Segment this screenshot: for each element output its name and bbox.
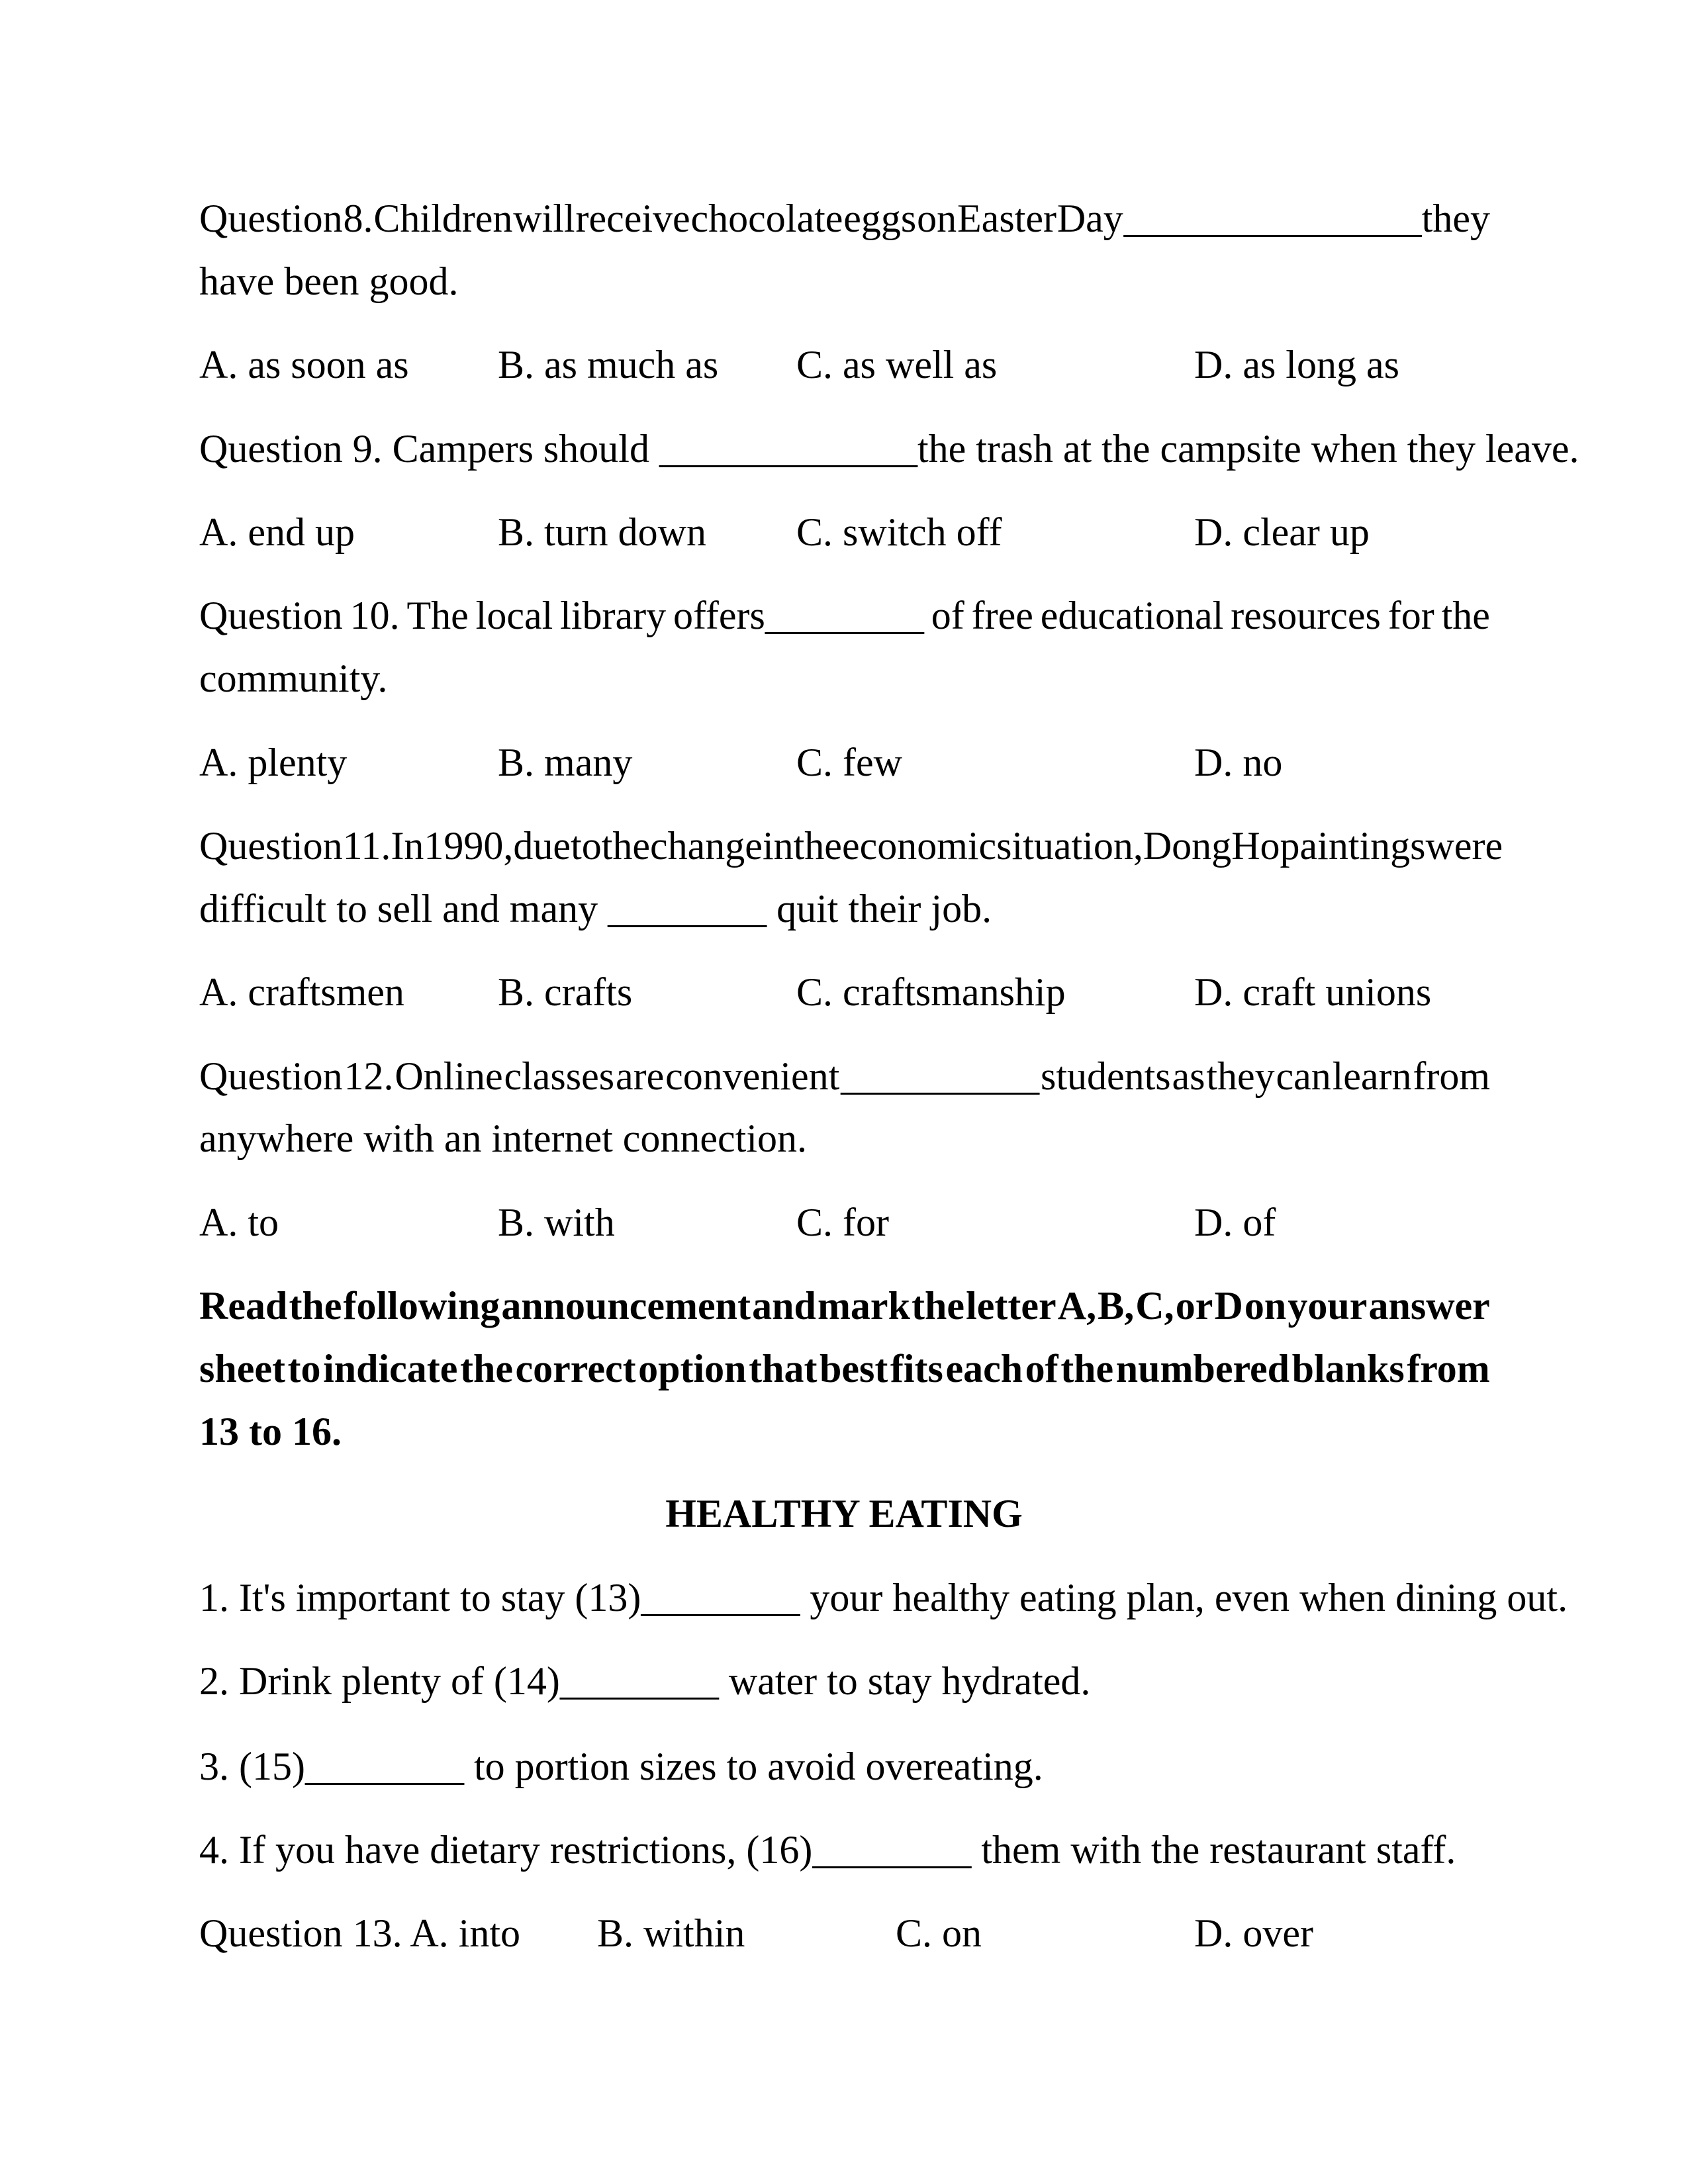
option-c[interactable]: C. for — [796, 1201, 889, 1244]
question-12-text-cont: anywhere with an internet connection. — [199, 1116, 807, 1160]
word: were — [1425, 824, 1503, 868]
word: 1990, — [424, 824, 514, 868]
word: A, — [1057, 1284, 1097, 1328]
word: The — [406, 594, 469, 637]
word: the — [912, 1284, 965, 1328]
question-10-text — [199, 596, 1490, 635]
word: Question — [199, 197, 343, 240]
word: receive — [575, 197, 690, 240]
option-c[interactable]: C. on — [896, 1911, 982, 1955]
option-d[interactable]: D. over — [1194, 1911, 1313, 1955]
word: Question — [199, 824, 343, 868]
word: correct — [515, 1347, 636, 1390]
option-b[interactable]: B. turn down — [498, 510, 706, 554]
option-c[interactable]: C. few — [796, 741, 902, 784]
word: offers________ — [673, 594, 924, 637]
word: _______________they — [1123, 197, 1490, 240]
option-a[interactable]: A. plenty — [199, 741, 348, 784]
option-d[interactable]: D. as long as — [1194, 343, 1399, 387]
word: Easter — [957, 197, 1056, 240]
word: 11. — [342, 824, 391, 868]
word: of — [1025, 1347, 1058, 1390]
option-d[interactable]: D. no — [1194, 741, 1283, 784]
word: letter — [966, 1284, 1056, 1328]
word: Online — [395, 1054, 503, 1098]
word: that — [749, 1347, 818, 1390]
word: resources — [1231, 594, 1381, 637]
word: are — [615, 1054, 665, 1098]
word: Question — [199, 594, 343, 637]
word: situation, — [996, 824, 1143, 868]
word: change — [650, 824, 763, 868]
instruction-line-3: 13 to 16. — [199, 1410, 342, 1453]
word: the — [1441, 594, 1490, 637]
word: B, — [1098, 1284, 1135, 1328]
word: answer — [1368, 1284, 1490, 1328]
word: from — [1407, 1347, 1490, 1390]
word: best — [820, 1347, 888, 1390]
word: chocolate — [690, 197, 843, 240]
word: learn — [1332, 1054, 1412, 1098]
announcement-item-3: 3. (15)________ to portion sizes to avoid overeating. — [199, 1745, 1043, 1788]
word: 8. — [343, 197, 373, 240]
option-a[interactable]: A. craftsmen — [199, 970, 404, 1014]
word: from — [1413, 1054, 1490, 1098]
option-c[interactable]: C. craftsmanship — [796, 970, 1066, 1014]
word: Ho — [1231, 824, 1280, 868]
word: the — [1060, 1347, 1114, 1390]
word: to — [287, 1347, 321, 1390]
announcement-item-4: 4. If you have dietary restrictions, (16)________ them with the restaurant staff. — [199, 1828, 1456, 1872]
question-13-option-a[interactable]: Question 13. A. into — [199, 1911, 521, 1955]
word: of — [931, 594, 964, 637]
word: local — [475, 594, 553, 637]
word: numbered — [1115, 1347, 1290, 1390]
question-12-text — [199, 1056, 1490, 1096]
instruction-line-1 — [199, 1286, 1490, 1326]
option-b[interactable]: B. crafts — [498, 970, 633, 1014]
word: can — [1276, 1054, 1331, 1098]
word: paintings — [1280, 824, 1426, 868]
option-b[interactable]: B. as much as — [498, 343, 719, 387]
word: will — [513, 197, 575, 240]
word: for — [1387, 594, 1434, 637]
word: Dong — [1143, 824, 1232, 868]
word: 12. — [344, 1054, 394, 1098]
word: students — [1040, 1054, 1171, 1098]
word: Day — [1056, 197, 1123, 240]
option-d[interactable]: D. clear up — [1194, 510, 1370, 554]
word: or — [1175, 1284, 1213, 1328]
word: blanks — [1291, 1347, 1405, 1390]
question-8-text — [199, 199, 1490, 238]
word: and — [752, 1284, 816, 1328]
word: on — [1244, 1284, 1287, 1328]
word: economic — [841, 824, 997, 868]
word: mark — [817, 1284, 910, 1328]
word: your — [1288, 1284, 1368, 1328]
option-d[interactable]: D. of — [1194, 1201, 1276, 1244]
option-b[interactable]: B. many — [498, 741, 633, 784]
word: indicate — [323, 1347, 458, 1390]
option-a[interactable]: A. to — [199, 1201, 279, 1244]
word: __________ — [841, 1054, 1040, 1098]
word: Question — [199, 1054, 343, 1098]
word: library — [560, 594, 667, 637]
word: sheet — [199, 1347, 285, 1390]
word: the — [289, 1284, 342, 1328]
word: D — [1214, 1284, 1243, 1328]
announcement-item-1: 1. It's important to stay (13)________ your healthy eating plan, even when dining out. — [199, 1576, 1568, 1619]
word: 10. — [350, 594, 400, 637]
word: convenient — [665, 1054, 840, 1098]
option-b[interactable]: B. within — [597, 1911, 745, 1955]
announcement-item-2: 2. Drink plenty of (14)________ water to stay hydrated. — [199, 1659, 1091, 1703]
question-10-text-cont: community. — [199, 657, 388, 700]
word: announcement — [501, 1284, 751, 1328]
word: In — [391, 824, 424, 868]
word: due — [513, 824, 571, 868]
question-11-text-cont: difficult to sell and many ________ quit their job. — [199, 887, 992, 931]
option-a[interactable]: A. end up — [199, 510, 355, 554]
word: to — [571, 824, 602, 868]
option-c[interactable]: C. switch off — [796, 510, 1002, 554]
question-9-text: Question 9. Campers should _____________the trash at the campsite when they leave. — [199, 427, 1579, 471]
word: on — [917, 197, 957, 240]
word: the — [459, 1347, 513, 1390]
word: following — [343, 1284, 500, 1328]
instruction-line-2 — [199, 1349, 1490, 1388]
word: they — [1206, 1054, 1275, 1098]
option-b[interactable]: B. with — [498, 1201, 615, 1244]
word: educational — [1040, 594, 1224, 637]
word: classes — [504, 1054, 615, 1098]
word: in — [762, 824, 794, 868]
word: C, — [1135, 1284, 1174, 1328]
word: Children — [373, 197, 513, 240]
word: the — [601, 824, 651, 868]
option-d[interactable]: D. craft unions — [1194, 970, 1432, 1014]
option-c[interactable]: C. as well as — [796, 343, 998, 387]
question-8-text-cont: have been good. — [199, 259, 459, 303]
word: option — [638, 1347, 747, 1390]
announcement-title: HEALTHY EATING — [665, 1492, 1023, 1535]
word: eggs — [843, 197, 917, 240]
word: as — [1172, 1054, 1205, 1098]
option-a[interactable]: A. as soon as — [199, 343, 409, 387]
word: the — [793, 824, 842, 868]
question-11-text — [199, 824, 1503, 868]
word: free — [971, 594, 1033, 637]
word: each — [945, 1347, 1023, 1390]
word: Read — [199, 1284, 288, 1328]
word: fits — [890, 1347, 943, 1390]
